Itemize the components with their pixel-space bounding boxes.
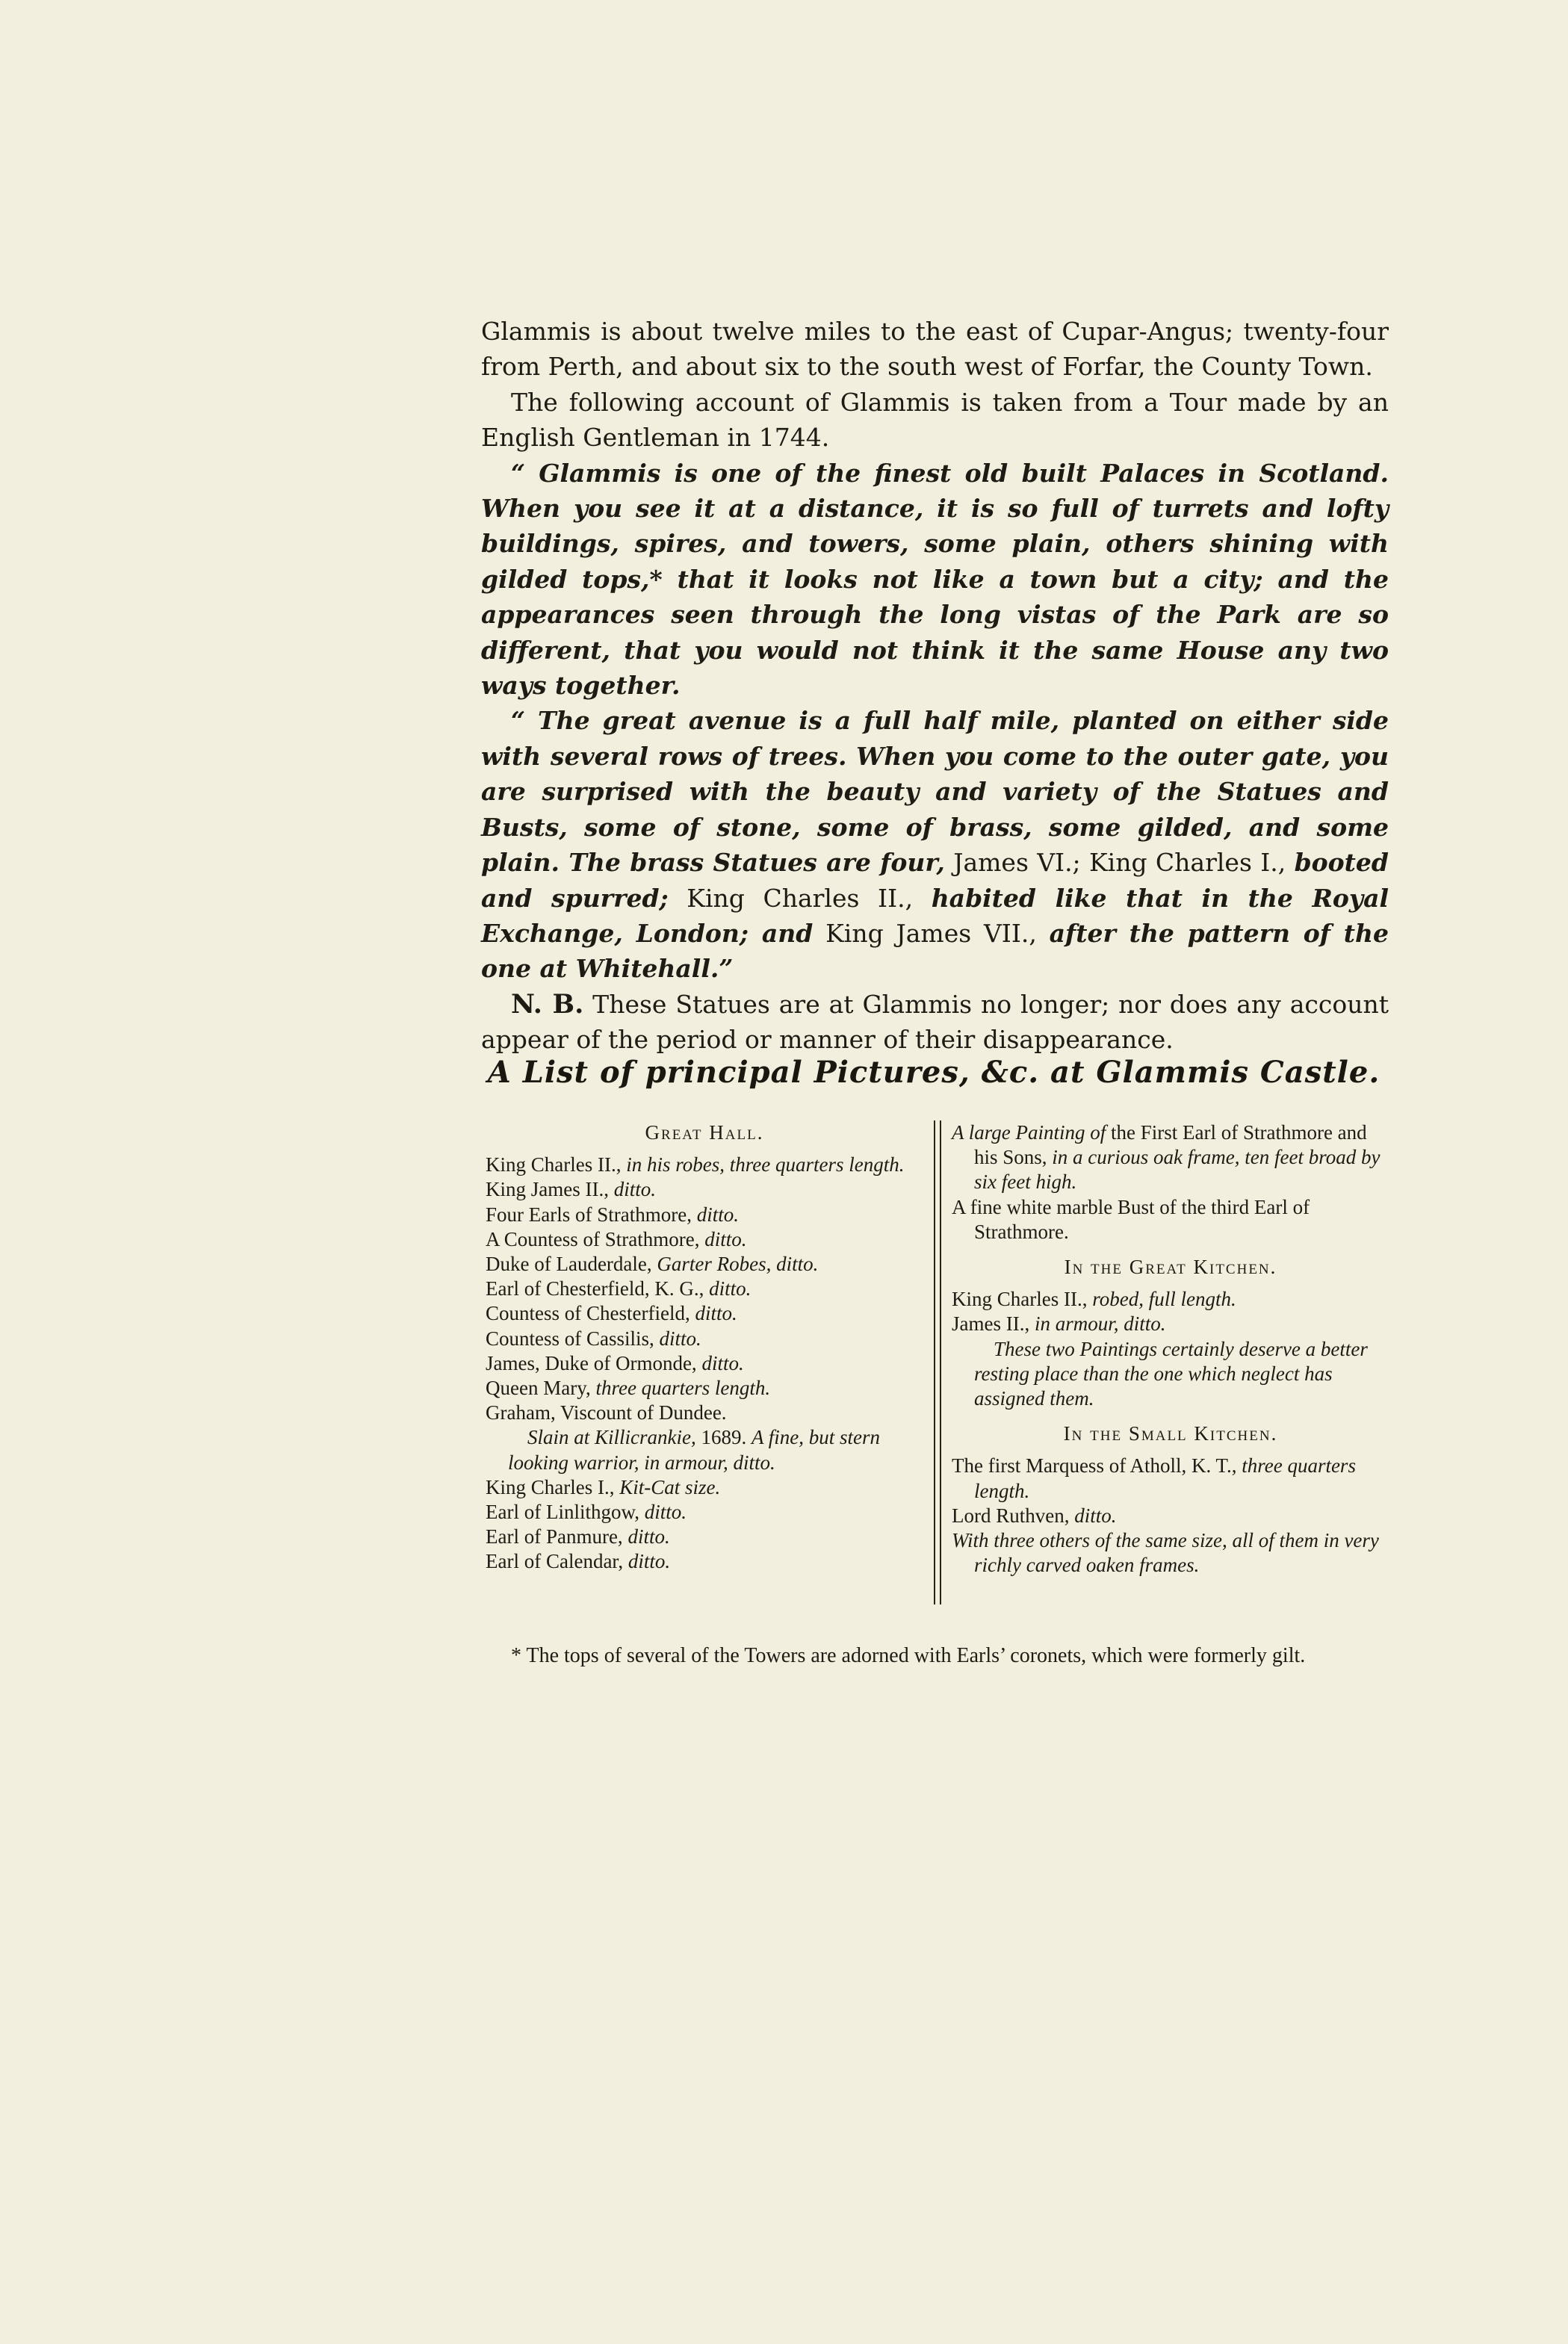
small-kitchen-note: With three others of the same size, all of them in very richly carved oaken frames. xyxy=(952,1529,1379,1577)
list-item: A Countess of Strathmore, ditto. xyxy=(486,1227,747,1250)
list-item: King James II., ditto. xyxy=(486,1178,656,1201)
quote-part: after the pattern of the one at Whitehall.” xyxy=(481,918,1389,984)
list-item: Duke of Lauderdale, Garter Robes, ditto. xyxy=(486,1253,819,1276)
great-hall-heading: Great Hall. xyxy=(645,1121,764,1144)
quote-part: booted and spurred; xyxy=(481,848,1389,913)
quote-part: “ The great avenue is a full half mile, planted on either side with several rows of trees. When you come to the outer gate, you are surprised with the beauty and variety of the Statues and Busts, some of stone, some of brass, some gilded, and some plain. The brass Statues are four, xyxy=(481,706,1389,878)
list-item: Four Earls of Strathmore, ditto. xyxy=(486,1203,739,1226)
list-item: Graham, Viscount of Dundee. xyxy=(486,1401,727,1424)
nb-label: N. B. xyxy=(511,988,584,1020)
intro-paragraph-1: Glammis is about twelve miles to the east of Cupar-Angus; twenty-four from Perth, and about six to the south west of Forfar, the County Town. xyxy=(481,317,1389,382)
intro-text xyxy=(481,314,1389,1058)
list-title: A List of principal Pictures, &c. at Glammis Castle. xyxy=(487,1055,1380,1090)
quote-part: King James VII., xyxy=(813,918,1050,948)
list-item: Earl of Linlithgow, ditto. xyxy=(486,1501,687,1524)
list-item: The first Marquess of Atholl, K. T., three quarters length. xyxy=(952,1454,1356,1502)
quote-part: James VI.; King Charles I., xyxy=(944,848,1295,878)
list-item: Lord Ruthven, ditto. xyxy=(952,1504,1117,1527)
intro-paragraph-2: The following account of Glammis is taken from a Tour made by an English Gentleman in 1744. xyxy=(481,387,1389,453)
dundee-note: Slain at Killicrankie, 1689. A fine, but stern looking warrior, in armour, ditto. xyxy=(508,1426,880,1474)
great-kitchen-heading: In the Great Kitchen. xyxy=(1064,1256,1277,1279)
footnote: * The tops of several of the Towers are adorned with Earls’ coronets, which were formerly gilt. xyxy=(511,1644,1306,1667)
quote-part: habited like that in the Royal Exchange, London; and xyxy=(481,883,1389,948)
list-item: Earl of Calendar, ditto. xyxy=(486,1550,671,1573)
great-kitchen-note: These two Paintings certainly deserve a better resting place than the one which neglect has assigned them. xyxy=(974,1337,1368,1410)
list-item: Countess of Cassilis, ditto. xyxy=(486,1327,701,1350)
nb-paragraph xyxy=(481,987,1389,1058)
list-item: James II., in armour, ditto. xyxy=(952,1312,1166,1336)
list-item: A fine white marble Bust of the third Earl of Strathmore. xyxy=(952,1195,1310,1243)
list-item: Countess of Chesterfield, ditto. xyxy=(486,1302,737,1325)
list-item: King Charles II., in his robes, three quarters length. xyxy=(486,1153,905,1176)
left-column xyxy=(486,1120,923,1575)
list-item: King Charles II., robed, full length. xyxy=(952,1288,1236,1311)
list-item: Earl of Chesterfield, K. G., ditto. xyxy=(486,1277,752,1300)
list-item: James, Duke of Ormonde, ditto. xyxy=(486,1351,744,1374)
tour-quote-1: “ Glammis is one of the finest old built Palaces in Scotland. When you see it at a distance, it is so full of turrets and lofty buildings, spires, and towers, some plain, others shining with gilded tops,* that it looks not like a town but a city; and the appearances seen through the long vistas of the Park are so different, that you would not think it the same House any two ways together. xyxy=(481,458,1389,701)
small-kitchen-heading: In the Small Kitchen. xyxy=(1063,1422,1278,1445)
right-column xyxy=(952,1120,1389,1578)
list-item: A large Painting of the First Earl of Strathmore and his Sons, in a curious oak frame, ten feet broad by six feet high. xyxy=(952,1121,1380,1194)
tour-quote-2 xyxy=(481,703,1389,986)
list-item: King Charles I., Kit-Cat size. xyxy=(486,1475,721,1498)
list-item: Earl of Panmure, ditto. xyxy=(486,1525,670,1548)
column-divider xyxy=(934,1120,941,1604)
quote-part: King Charles II., xyxy=(668,883,932,913)
nb-text: These Statues are at Glammis no longer; nor does any account appear of the period or manner of their disappearance. xyxy=(481,989,1389,1055)
list-item: Queen Mary, three quarters length. xyxy=(486,1377,771,1400)
